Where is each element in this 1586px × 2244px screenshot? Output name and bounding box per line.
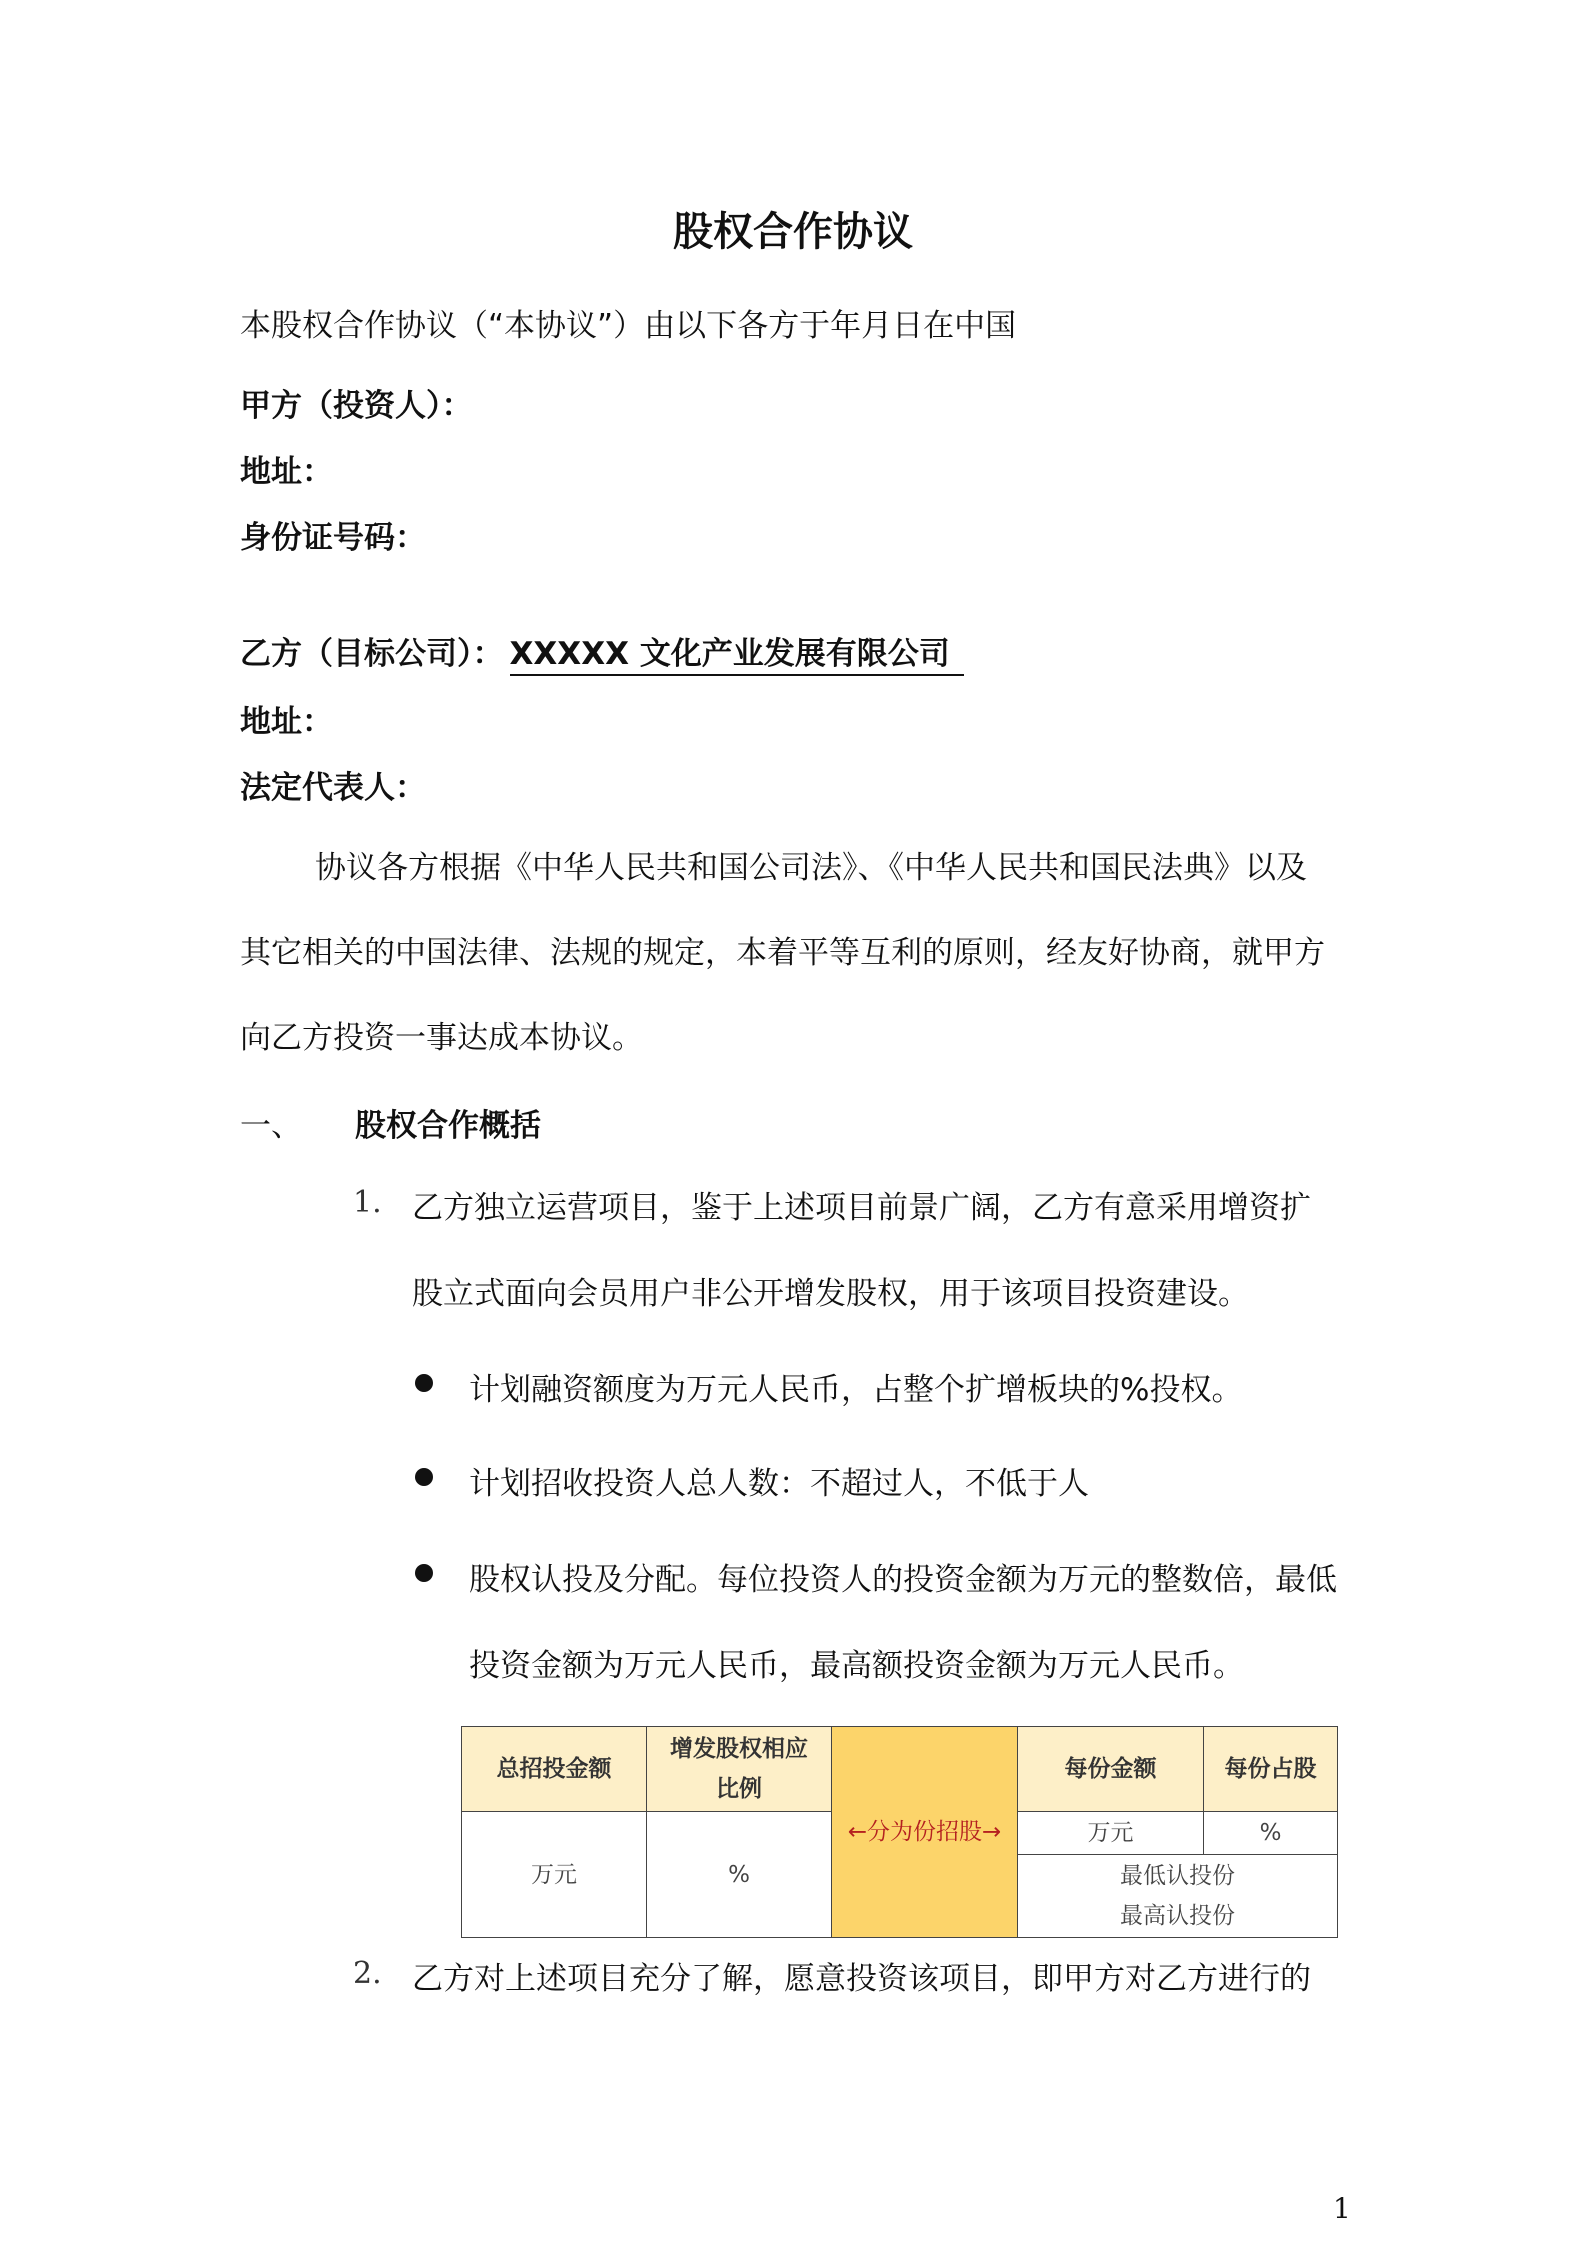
min-shares: 最低认投份: [1120, 1863, 1235, 1889]
section-number: 一、: [240, 1108, 302, 1144]
min-max-cell: [1017, 1854, 1338, 1938]
preamble-line: 向乙方投资一事达成本协议。: [240, 1020, 643, 1056]
preamble-line: 其它相关的中国法律、法规的规定，本着平等互利的原则，经友好协商，就甲方: [240, 935, 1325, 971]
bullet-text: 股权认投及分配。每位投资人的投资金额为万元的整数倍，最低: [469, 1562, 1337, 1598]
value-ratio: %: [646, 1811, 832, 1938]
header-ratio: 增发股权相应比例: [646, 1726, 832, 1812]
document-title: 股权合作协议: [673, 209, 913, 255]
preamble-line: 协议各方根据《中华人民共和国公司法》、《中华人民共和国民法典》以及: [315, 850, 1307, 886]
value-per-share: %: [1203, 1811, 1338, 1855]
party-a-label: 甲方（投资人）：: [240, 388, 473, 424]
header-total: 总招投金额: [461, 1726, 647, 1812]
party-b-company: XXXXX 文化产业发展有限公司: [510, 634, 964, 676]
bullet-text: 投资金额为万元人民币，最高额投资金额为万元人民币。: [469, 1648, 1244, 1684]
section-title: 股权合作概括: [355, 1108, 541, 1144]
split-shares-cell: ←分为份招股→: [831, 1726, 1018, 1938]
party-b-rep-label: 法定代表人：: [240, 770, 426, 806]
header-per-amount: 每份金额: [1017, 1726, 1204, 1812]
bullet-text: 计划融资额度为万元人民币，占整个扩增板块的%投权。: [469, 1372, 1243, 1408]
party-b-label: 乙方（目标公司）：: [240, 636, 504, 672]
item-line: 股立式面向会员用户非公开增发股权，用于该项目投资建设。: [412, 1276, 1249, 1312]
party-b-line: [240, 628, 964, 676]
max-shares: 最高认投份: [1120, 1903, 1235, 1929]
value-per-amount: 万元: [1017, 1811, 1204, 1855]
bullet-icon: [415, 1564, 433, 1582]
item-number: 2.: [353, 1956, 382, 1991]
page-number: 1: [1333, 2192, 1351, 2225]
value-total: 万元: [461, 1811, 647, 1938]
bullet-icon: [415, 1374, 433, 1392]
header-per-share: 每份占股: [1203, 1726, 1338, 1812]
bullet-icon: [415, 1468, 433, 1486]
party-b-address-label: 地址：: [240, 704, 333, 740]
share-allocation-table: [461, 1726, 1338, 1938]
item-number: 1.: [353, 1185, 382, 1220]
bullet-text: 计划招收投资人总人数：不超过人，不低于人: [469, 1466, 1089, 1502]
item-line: 乙方对上述项目充分了解，愿意投资该项目，即甲方对乙方进行的: [412, 1961, 1311, 1997]
intro-line: 本股权合作协议（“本协议”）由以下各方于年月日在中国: [240, 308, 1017, 344]
party-a-address-label: 地址：: [240, 454, 333, 490]
party-a-id-label: 身份证号码：: [240, 520, 426, 556]
item-line: 乙方独立运营项目，鉴于上述项目前景广阔，乙方有意采用增资扩: [412, 1190, 1311, 1226]
